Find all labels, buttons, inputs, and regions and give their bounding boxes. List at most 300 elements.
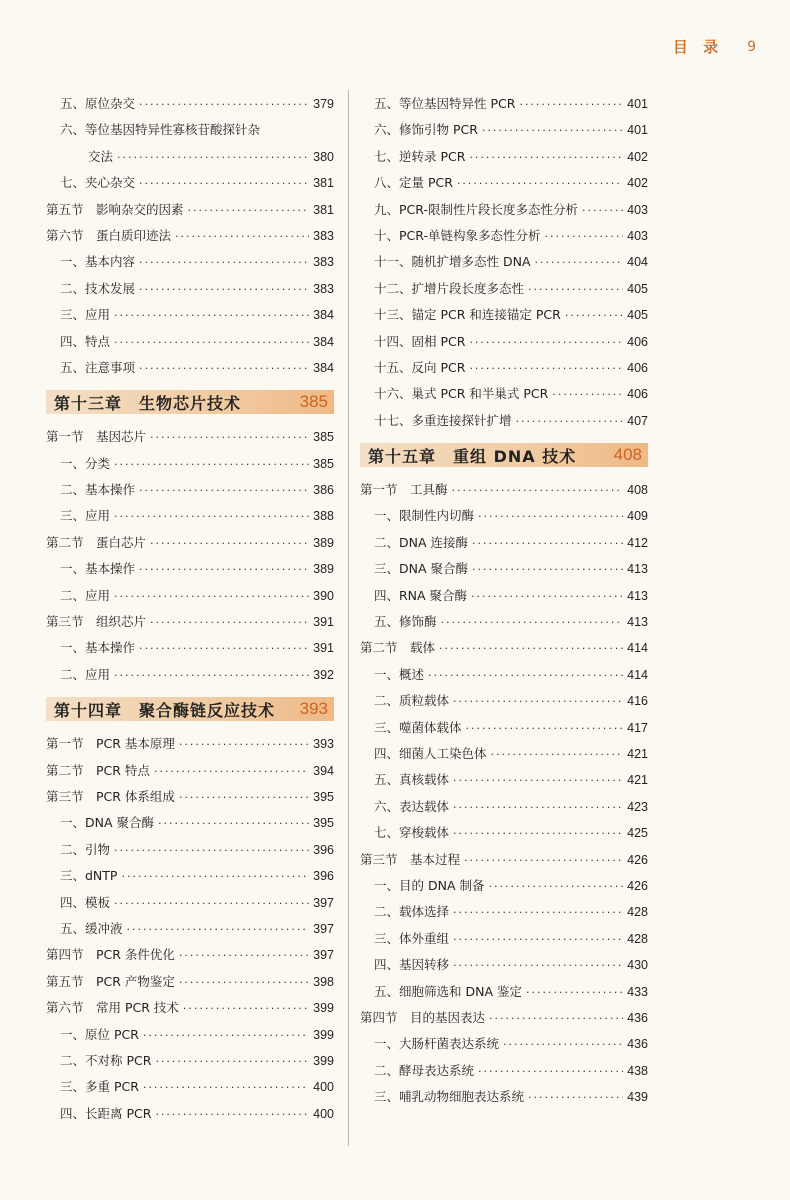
entry-page-number: 414 bbox=[627, 667, 648, 682]
entry-title: 八、定量 PCR bbox=[374, 175, 453, 191]
toc-item-entry[interactable] bbox=[46, 1074, 334, 1100]
toc-item-entry[interactable] bbox=[360, 609, 648, 635]
dot-leader bbox=[139, 478, 309, 504]
entry-page-number: 384 bbox=[313, 360, 334, 375]
toc-item-entry[interactable] bbox=[46, 117, 334, 143]
toc-section-entry[interactable] bbox=[46, 731, 334, 757]
entry-title: 交法 bbox=[88, 148, 114, 164]
entry-title: 十、PCR-单链构象多态性分析 bbox=[374, 227, 541, 243]
entry-page-number: 436 bbox=[627, 1037, 648, 1052]
entry-page-number: 414 bbox=[627, 641, 648, 656]
toc-item-entry[interactable] bbox=[46, 477, 334, 503]
dot-leader bbox=[114, 584, 309, 610]
toc-item-entry[interactable] bbox=[360, 530, 648, 556]
entry-title: 四、模板 bbox=[60, 894, 111, 910]
dot-leader bbox=[472, 531, 623, 557]
toc-left-column bbox=[46, 91, 334, 1127]
chapter-title: 第十五章 重组 DNA 技术 bbox=[368, 446, 577, 466]
toc-item-entry[interactable] bbox=[360, 583, 648, 609]
dot-leader bbox=[150, 531, 309, 557]
toc-item-entry[interactable] bbox=[360, 408, 648, 434]
toc-item-entry[interactable] bbox=[46, 556, 334, 582]
toc-item-entry[interactable] bbox=[46, 635, 334, 661]
toc-item-entry[interactable] bbox=[360, 170, 648, 196]
entry-page-number: 423 bbox=[627, 799, 648, 814]
page-header bbox=[673, 36, 756, 57]
toc-item-entry[interactable] bbox=[360, 556, 648, 582]
entry-page-number: 391 bbox=[313, 641, 334, 656]
toc-item-entry[interactable] bbox=[46, 1048, 334, 1074]
column-divider bbox=[348, 90, 349, 1146]
header-title: 目 录 bbox=[672, 38, 724, 56]
entry-page-number: 404 bbox=[627, 255, 648, 270]
entry-page-number: 428 bbox=[627, 931, 648, 946]
toc-item-entry[interactable] bbox=[46, 583, 334, 609]
dot-leader bbox=[139, 356, 309, 382]
dot-leader bbox=[114, 891, 309, 917]
entry-title: 一、目的 DNA 制备 bbox=[374, 877, 485, 893]
toc-right-column bbox=[360, 91, 648, 1110]
entry-page-number: 396 bbox=[313, 869, 334, 884]
dot-leader bbox=[453, 821, 623, 847]
entry-page-number: 400 bbox=[313, 1080, 334, 1095]
entry-page-number: 436 bbox=[627, 1010, 648, 1025]
dot-leader bbox=[179, 970, 309, 996]
dot-leader bbox=[117, 145, 309, 171]
entry-title: 二、酵母表达系统 bbox=[374, 1062, 475, 1078]
dot-leader bbox=[464, 848, 623, 874]
toc-item-entry[interactable] bbox=[46, 1101, 334, 1127]
dot-leader bbox=[143, 1075, 309, 1101]
entry-title: 五、修饰酶 bbox=[374, 614, 437, 630]
entry-page-number: 412 bbox=[627, 535, 648, 550]
toc-item-entry[interactable] bbox=[360, 767, 648, 793]
toc-item-entry[interactable] bbox=[360, 873, 648, 899]
toc-section-entry[interactable] bbox=[46, 530, 334, 556]
entry-title: 十三、锚定 PCR 和连接锚定 PCR bbox=[374, 307, 561, 323]
toc-item-entry[interactable] bbox=[360, 329, 648, 355]
entry-page-number: 439 bbox=[627, 1090, 648, 1105]
entry-title: 十七、多重连接探针扩增 bbox=[374, 412, 512, 428]
toc-item-entry[interactable] bbox=[46, 451, 334, 477]
entry-title: 一、DNA 聚合酶 bbox=[60, 815, 155, 831]
entry-page-number: 385 bbox=[313, 430, 334, 445]
entry-title: 三、应用 bbox=[60, 508, 111, 524]
entry-title: 三、噬菌体载体 bbox=[374, 719, 462, 735]
entry-page-number: 421 bbox=[627, 746, 648, 761]
entry-page-number: 385 bbox=[313, 456, 334, 471]
toc-section-entry[interactable] bbox=[46, 784, 334, 810]
toc-item-entry[interactable] bbox=[360, 715, 648, 741]
dot-leader bbox=[114, 330, 309, 356]
entry-title: 一、基本内容 bbox=[60, 254, 136, 270]
toc-item-entry[interactable] bbox=[46, 890, 334, 916]
dot-leader bbox=[179, 732, 309, 758]
dot-leader bbox=[114, 303, 309, 329]
toc-item-entry[interactable] bbox=[46, 144, 334, 170]
entry-title: 第二节 PCR 特点 bbox=[46, 762, 150, 778]
dot-leader bbox=[439, 636, 623, 662]
dot-leader bbox=[488, 874, 623, 900]
toc-item-entry[interactable] bbox=[360, 302, 648, 328]
dot-leader bbox=[469, 330, 623, 356]
entry-title: 第一节 基因芯片 bbox=[46, 429, 147, 445]
dot-leader bbox=[482, 118, 623, 144]
entry-page-number: 397 bbox=[313, 948, 334, 963]
entry-page-number: 407 bbox=[627, 413, 648, 428]
toc-item-entry[interactable] bbox=[46, 170, 334, 196]
dot-leader bbox=[154, 759, 309, 785]
entry-page-number: 394 bbox=[313, 763, 334, 778]
dot-leader bbox=[452, 478, 624, 504]
entry-page-number: 417 bbox=[627, 720, 648, 735]
chapter-title: 第十三章 生物芯片技术 bbox=[54, 393, 242, 413]
toc-item-entry[interactable] bbox=[360, 899, 648, 925]
toc-item-entry[interactable] bbox=[46, 249, 334, 275]
dot-leader bbox=[582, 198, 623, 224]
entry-page-number: 379 bbox=[313, 97, 334, 111]
toc-item-entry[interactable] bbox=[46, 863, 334, 889]
entry-page-number: 433 bbox=[627, 984, 648, 999]
entry-page-number: 405 bbox=[627, 281, 648, 296]
entry-page-number: 403 bbox=[627, 228, 648, 243]
toc-item-entry[interactable] bbox=[360, 741, 648, 767]
entry-page-number: 384 bbox=[313, 334, 334, 349]
entry-page-number: 397 bbox=[313, 921, 334, 936]
entry-page-number: 383 bbox=[313, 281, 334, 296]
entry-title: 二、应用 bbox=[60, 666, 111, 682]
entry-page-number: 400 bbox=[313, 1106, 334, 1121]
toc-section-entry[interactable] bbox=[46, 609, 334, 635]
toc-item-entry[interactable] bbox=[46, 91, 334, 117]
toc-item-entry[interactable] bbox=[360, 688, 648, 714]
entry-title: 五、缓冲液 bbox=[60, 920, 123, 936]
entry-title: 第一节 PCR 基本原理 bbox=[46, 736, 175, 752]
dot-leader bbox=[155, 1102, 309, 1128]
toc-item-entry[interactable] bbox=[46, 503, 334, 529]
toc-item-entry[interactable] bbox=[360, 1058, 648, 1084]
dot-leader bbox=[121, 864, 309, 890]
entry-page-number: 384 bbox=[313, 308, 334, 323]
dot-leader bbox=[453, 795, 623, 821]
entry-page-number: 399 bbox=[313, 1001, 334, 1016]
dot-leader bbox=[150, 425, 309, 451]
entry-title: 四、基因转移 bbox=[374, 957, 450, 973]
entry-title: 第五节 影响杂交的因素 bbox=[46, 201, 184, 217]
entry-page-number: 421 bbox=[627, 773, 648, 788]
entry-page-number: 381 bbox=[313, 202, 334, 217]
entry-title: 第四节 目的基因表达 bbox=[360, 1009, 486, 1025]
toc-item-entry[interactable] bbox=[360, 1084, 648, 1110]
entry-page-number: 381 bbox=[313, 176, 334, 191]
dot-leader bbox=[528, 277, 623, 303]
entry-title: 一、大肠杆菌表达系统 bbox=[374, 1036, 500, 1052]
toc-section-entry[interactable] bbox=[46, 424, 334, 450]
entry-title: 一、分类 bbox=[60, 455, 111, 471]
entry-page-number: 398 bbox=[313, 974, 334, 989]
entry-title: 二、DNA 连接酶 bbox=[374, 534, 469, 550]
toc-section-entry[interactable] bbox=[360, 635, 648, 661]
dot-leader bbox=[139, 636, 309, 662]
dot-leader bbox=[441, 610, 624, 636]
entry-page-number: 406 bbox=[627, 334, 648, 349]
entry-title: 二、不对称 PCR bbox=[60, 1052, 152, 1068]
dot-leader bbox=[188, 198, 310, 224]
dot-leader bbox=[139, 171, 309, 197]
dot-leader bbox=[565, 303, 623, 329]
entry-page-number: 413 bbox=[627, 615, 648, 630]
entry-title: 十一、随机扩增多态性 DNA bbox=[374, 254, 531, 270]
toc-item-entry[interactable] bbox=[360, 197, 648, 223]
entry-page-number: 395 bbox=[313, 789, 334, 804]
toc-item-entry[interactable] bbox=[46, 329, 334, 355]
entry-title: 第二节 载体 bbox=[360, 640, 436, 656]
toc-item-entry[interactable] bbox=[360, 503, 648, 529]
dot-leader bbox=[519, 92, 623, 118]
entry-page-number: 388 bbox=[313, 509, 334, 524]
entry-page-number: 426 bbox=[627, 852, 648, 867]
entry-page-number: 413 bbox=[627, 562, 648, 577]
entry-page-number: 390 bbox=[313, 588, 334, 603]
dot-leader bbox=[453, 768, 623, 794]
entry-title: 二、载体选择 bbox=[374, 904, 450, 920]
chapter-page-number: 408 bbox=[613, 445, 642, 465]
entry-title: 五、原位杂交 bbox=[60, 96, 136, 111]
toc-item-entry[interactable] bbox=[46, 662, 334, 688]
toc-section-entry[interactable] bbox=[360, 477, 648, 503]
entry-page-number: 413 bbox=[627, 588, 648, 603]
toc-item-entry[interactable] bbox=[360, 979, 648, 1005]
entry-title: 三、哺乳动物细胞表达系统 bbox=[374, 1089, 525, 1105]
dot-leader bbox=[127, 917, 310, 943]
entry-page-number: 389 bbox=[313, 562, 334, 577]
chapter-heading[interactable] bbox=[46, 697, 334, 721]
entry-title: 一、基本操作 bbox=[60, 640, 136, 656]
toc-item-entry[interactable] bbox=[46, 810, 334, 836]
dot-leader bbox=[453, 689, 623, 715]
dot-leader bbox=[526, 980, 623, 1006]
entry-page-number: 406 bbox=[627, 387, 648, 402]
entry-title: 第三节 组织芯片 bbox=[46, 614, 147, 630]
dot-leader bbox=[544, 224, 623, 250]
toc-section-entry[interactable] bbox=[46, 969, 334, 995]
entry-page-number: 396 bbox=[313, 842, 334, 857]
toc-item-entry[interactable] bbox=[360, 794, 648, 820]
dot-leader bbox=[472, 557, 623, 583]
toc-section-entry[interactable] bbox=[46, 942, 334, 968]
entry-page-number: 416 bbox=[627, 694, 648, 709]
entry-title: 六、修饰引物 PCR bbox=[374, 122, 478, 138]
entry-page-number: 389 bbox=[313, 535, 334, 550]
toc-item-entry[interactable] bbox=[360, 926, 648, 952]
entry-title: 一、概述 bbox=[374, 666, 425, 682]
entry-title: 四、RNA 聚合酶 bbox=[374, 587, 468, 603]
dot-leader bbox=[469, 145, 623, 171]
toc-item-entry[interactable] bbox=[46, 276, 334, 302]
toc-item-entry[interactable] bbox=[360, 276, 648, 302]
dot-leader bbox=[466, 716, 624, 742]
toc-item-entry[interactable] bbox=[360, 1031, 648, 1057]
chapter-page-number: 385 bbox=[299, 392, 328, 412]
toc-section-entry[interactable] bbox=[46, 223, 334, 249]
toc-item-entry[interactable] bbox=[46, 1022, 334, 1048]
entry-page-number: 401 bbox=[627, 97, 648, 111]
entry-title: 三、体外重组 bbox=[374, 930, 450, 946]
dot-leader bbox=[491, 742, 624, 768]
entry-page-number: 383 bbox=[313, 255, 334, 270]
toc-section-entry[interactable] bbox=[360, 1005, 648, 1031]
toc-item-entry[interactable] bbox=[360, 355, 648, 381]
dot-leader bbox=[183, 996, 309, 1022]
toc-section-entry[interactable] bbox=[360, 847, 648, 873]
toc-item-entry[interactable] bbox=[360, 952, 648, 978]
entry-title: 一、限制性内切酶 bbox=[374, 508, 475, 524]
dot-leader bbox=[139, 277, 309, 303]
entry-title: 四、细菌人工染色体 bbox=[374, 745, 487, 761]
toc-item-entry[interactable] bbox=[46, 302, 334, 328]
dot-leader bbox=[457, 171, 623, 197]
entry-title: 七、穿梭载体 bbox=[374, 825, 450, 841]
toc-item-entry[interactable] bbox=[360, 144, 648, 170]
dot-leader bbox=[453, 927, 623, 953]
entry-page-number: 391 bbox=[313, 615, 334, 630]
entry-page-number: 397 bbox=[313, 895, 334, 910]
dot-leader bbox=[175, 224, 309, 250]
entry-page-number: 392 bbox=[313, 667, 334, 682]
toc-item-entry[interactable] bbox=[360, 381, 648, 407]
dot-leader bbox=[114, 504, 309, 530]
dot-leader bbox=[155, 1049, 309, 1075]
header-page-number: 9 bbox=[747, 38, 756, 55]
entry-page-number: 399 bbox=[313, 1027, 334, 1042]
dot-leader bbox=[158, 811, 309, 837]
entry-title: 四、特点 bbox=[60, 333, 111, 349]
chapter-title: 第十四章 聚合酶链反应技术 bbox=[54, 700, 276, 720]
dot-leader bbox=[139, 92, 309, 118]
dot-leader bbox=[453, 900, 623, 926]
entry-title: 三、应用 bbox=[60, 307, 111, 323]
dot-leader bbox=[478, 504, 623, 530]
entry-title: 五、真核载体 bbox=[374, 772, 450, 788]
entry-page-number: 386 bbox=[313, 483, 334, 498]
entry-title: 第五节 PCR 产物鉴定 bbox=[46, 973, 175, 989]
dot-leader bbox=[552, 382, 623, 408]
chapter-page-number: 393 bbox=[299, 699, 328, 719]
entry-title: 三、dNTP bbox=[60, 868, 118, 884]
dot-leader bbox=[528, 1085, 623, 1111]
dot-leader bbox=[471, 584, 623, 610]
entry-title: 七、逆转录 PCR bbox=[374, 148, 466, 164]
dot-leader bbox=[469, 356, 623, 382]
dot-leader bbox=[114, 838, 309, 864]
entry-title: 七、夹心杂交 bbox=[60, 175, 136, 191]
toc-item-entry[interactable] bbox=[360, 249, 648, 275]
entry-page-number: 402 bbox=[627, 176, 648, 191]
toc-section-entry[interactable] bbox=[46, 758, 334, 784]
entry-title: 二、基本操作 bbox=[60, 482, 136, 498]
toc-item-entry[interactable] bbox=[360, 820, 648, 846]
dot-leader bbox=[143, 1023, 309, 1049]
entry-title: 十五、反向 PCR bbox=[374, 359, 466, 375]
dot-leader bbox=[478, 1059, 623, 1085]
entry-title: 第一节 工具酶 bbox=[360, 482, 448, 498]
entry-title: 九、PCR-限制性片段长度多态性分析 bbox=[374, 201, 578, 217]
entry-page-number: 393 bbox=[313, 737, 334, 752]
entry-page-number: 408 bbox=[627, 483, 648, 498]
entry-title: 十四、固相 PCR bbox=[374, 333, 466, 349]
entry-page-number: 401 bbox=[627, 123, 648, 138]
entry-page-number: 399 bbox=[313, 1053, 334, 1068]
entry-title: 五、细胞筛选和 DNA 鉴定 bbox=[374, 983, 522, 999]
toc-section-entry[interactable] bbox=[46, 995, 334, 1021]
dot-leader bbox=[428, 663, 623, 689]
toc-section-entry[interactable] bbox=[46, 197, 334, 223]
toc-item-entry[interactable] bbox=[46, 837, 334, 863]
entry-title: 第三节 PCR 体系组成 bbox=[46, 788, 175, 804]
entry-title: 十六、巢式 PCR 和半巢式 PCR bbox=[374, 386, 549, 402]
dot-leader bbox=[179, 943, 309, 969]
entry-title: 三、多重 PCR bbox=[60, 1079, 139, 1095]
entry-title: 五、等位基因特异性 PCR bbox=[374, 96, 516, 111]
entry-page-number: 402 bbox=[627, 149, 648, 164]
entry-title: 二、应用 bbox=[60, 587, 111, 603]
entry-title: 二、质粒载体 bbox=[374, 693, 450, 709]
dot-leader bbox=[179, 785, 309, 811]
chapter-heading[interactable] bbox=[46, 390, 334, 414]
entry-page-number: 426 bbox=[627, 878, 648, 893]
entry-title: 第六节 常用 PCR 技术 bbox=[46, 1000, 179, 1016]
dot-leader bbox=[489, 1006, 623, 1032]
entry-page-number: 405 bbox=[627, 308, 648, 323]
entry-title: 三、DNA 聚合酶 bbox=[374, 561, 469, 577]
entry-page-number: 430 bbox=[627, 958, 648, 973]
dot-leader bbox=[516, 409, 624, 435]
dot-leader bbox=[453, 953, 623, 979]
toc-item-entry[interactable] bbox=[360, 91, 648, 117]
entry-title: 第二节 蛋白芯片 bbox=[46, 534, 147, 550]
entry-title: 五、注意事项 bbox=[60, 359, 136, 375]
entry-page-number: 380 bbox=[313, 149, 334, 164]
entry-title: 第六节 蛋白质印迹法 bbox=[46, 227, 172, 243]
entry-page-number: 383 bbox=[313, 228, 334, 243]
entry-title: 第四节 PCR 条件优化 bbox=[46, 947, 175, 963]
dot-leader bbox=[139, 557, 309, 583]
toc-item-entry[interactable] bbox=[46, 916, 334, 942]
entry-page-number: 406 bbox=[627, 360, 648, 375]
toc-item-entry[interactable] bbox=[360, 662, 648, 688]
dot-leader bbox=[139, 250, 309, 276]
dot-leader bbox=[114, 663, 309, 689]
entry-page-number: 425 bbox=[627, 826, 648, 841]
entry-title: 六、表达载体 bbox=[374, 798, 450, 814]
dot-leader bbox=[535, 250, 624, 276]
dot-leader bbox=[503, 1032, 623, 1058]
dot-leader bbox=[114, 452, 309, 478]
entry-title: 第三节 基本过程 bbox=[360, 851, 461, 867]
entry-title: 一、原位 PCR bbox=[60, 1026, 139, 1042]
entry-title: 二、技术发展 bbox=[60, 280, 136, 296]
entry-page-number: 438 bbox=[627, 1063, 648, 1078]
chapter-heading[interactable] bbox=[360, 443, 648, 467]
toc-item-entry[interactable] bbox=[360, 117, 648, 143]
toc-item-entry[interactable] bbox=[46, 355, 334, 381]
toc-item-entry[interactable] bbox=[360, 223, 648, 249]
entry-page-number: 395 bbox=[313, 816, 334, 831]
dot-leader bbox=[150, 610, 309, 636]
entry-title: 一、基本操作 bbox=[60, 561, 136, 577]
entry-title: 六、等位基因特异性寡核苷酸探针杂 bbox=[60, 122, 261, 138]
entry-page-number: 428 bbox=[627, 905, 648, 920]
